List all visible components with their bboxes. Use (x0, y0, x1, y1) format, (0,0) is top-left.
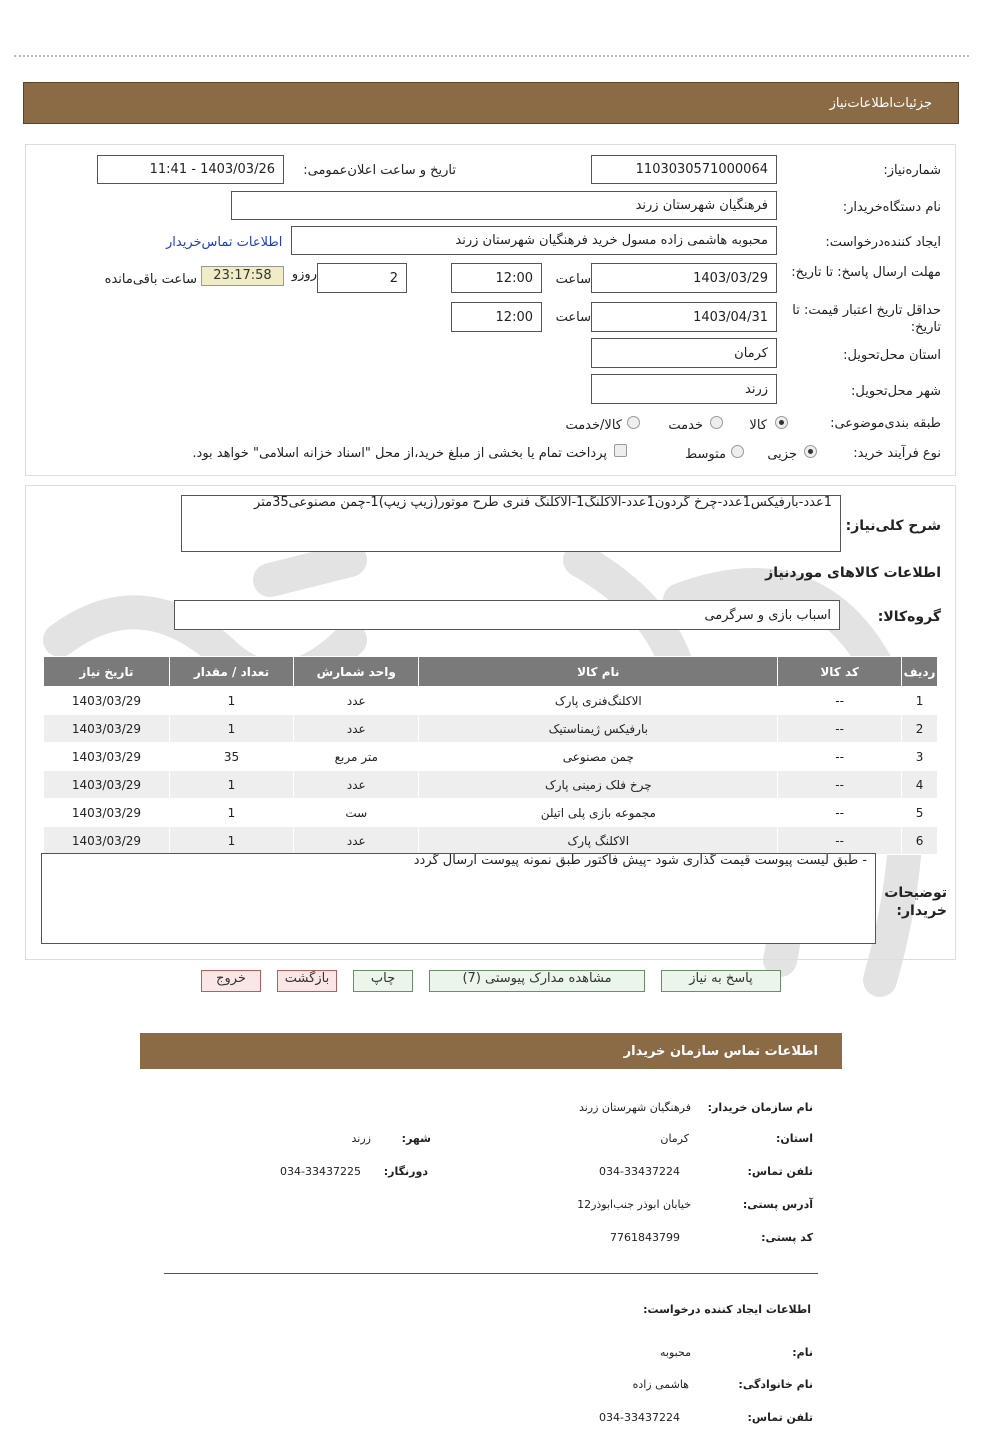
announce-label: تاریخ و ساعت اعلان‌عمومی: (303, 163, 456, 178)
item-code: -- (778, 799, 902, 827)
item-name: چمن مصنوعی (419, 743, 778, 771)
item-code: -- (778, 743, 902, 771)
validity-date-field: 1403/04/31 (591, 302, 777, 332)
item-qty: 1 (169, 799, 293, 827)
item-date: 1403/03/29 (44, 827, 170, 855)
contact-province-label: استان: (776, 1132, 813, 1145)
table-row (44, 743, 938, 771)
contact-header (140, 1033, 842, 1069)
deadline-time-label: ساعت (555, 272, 591, 287)
buyer-notes-text: - طبق لیست پیوست قیمت گذاری شود -پیش فاکتور طبق نمونه پیوست ارسال گردد (41, 853, 876, 944)
days-label: روزو (291, 267, 317, 282)
days-field: 2 (317, 263, 407, 293)
process-minor-label: جزیی (767, 447, 797, 462)
col-row-header: ردیف (902, 657, 938, 687)
goods-group-label: گروه‌کالا: (877, 609, 941, 625)
creator-name-label: نام: (792, 1346, 813, 1359)
item-code: -- (778, 771, 902, 799)
contact-city-label: شهر: (401, 1132, 431, 1145)
goods-table (43, 656, 938, 855)
goods-info-title: اطلاعات کالاهای موردنیاز (765, 565, 941, 581)
table-row (44, 715, 938, 743)
remaining-label: ساعت باقی‌مانده (104, 272, 197, 287)
category-goods-service-radio[interactable] (627, 416, 640, 429)
deadline-label: مهلت ارسال پاسخ: تا تاریخ: (791, 265, 941, 280)
table-row (44, 771, 938, 799)
buyer-org-label: نام دستگاه‌خریدار: (842, 200, 941, 215)
row-number: 1 (902, 687, 938, 715)
category-goods-radio[interactable] (775, 416, 788, 429)
contact-phone-label: تلفن تماس: (747, 1165, 813, 1178)
item-code: -- (778, 715, 902, 743)
goods-group-field: اسباب بازی و سرگرمی (174, 600, 840, 630)
row-number: 3 (902, 743, 938, 771)
item-name: مجموعه بازی پلی اتیلن (419, 799, 778, 827)
creator-info-title: اطلاعات ایجاد کننده درخواست: (643, 1303, 811, 1316)
remaining-timer: 23:17:58 (201, 266, 284, 286)
category-goods-label: کالا (749, 418, 767, 433)
contact-city: زرند (351, 1132, 371, 1145)
category-service-radio[interactable] (710, 416, 723, 429)
item-date: 1403/03/29 (44, 771, 170, 799)
summary-label: شرح کلی‌نیاز: (845, 518, 941, 534)
item-name: الاکلنگ‌فنری پارک (419, 687, 778, 715)
table-row (44, 827, 938, 855)
creator-name: محبوبه (660, 1346, 691, 1359)
item-date: 1403/03/29 (44, 715, 170, 743)
contact-fax: 034-33437225 (280, 1165, 361, 1178)
creator-family: هاشمی زاده (632, 1378, 689, 1391)
contact-phone: 034-33437224 (599, 1165, 680, 1178)
validity-time-field: 12:00 (451, 302, 542, 332)
summary-text: 1عدد-بارفیکس1عدد-چرخ گردون1عدد-الاکلنگ1-الاکلنگ فنری طرح موتور(زیپ زیپ)1-چمن مصنوعی35متر (181, 495, 841, 552)
row-number: 6 (902, 827, 938, 855)
print-button[interactable]: چاپ (353, 970, 413, 992)
contact-divider (164, 1273, 818, 1274)
col-code-header: کد کالا (778, 657, 902, 687)
validity-label: حداقل تاریخ اعتبار قیمت: تا تاریخ: (792, 303, 941, 335)
item-unit: عدد (294, 771, 419, 799)
buyer-org-field: فرهنگیان شهرستان زرند (231, 191, 777, 220)
item-qty: 35 (169, 743, 293, 771)
announce-field: 1403/03/26 - 11:41 (97, 155, 284, 184)
creator-phone-label: تلفن تماس: (747, 1411, 813, 1424)
treasury-checkbox[interactable] (614, 444, 627, 457)
process-medium-radio[interactable] (731, 445, 744, 458)
back-button[interactable]: بازگشت (277, 970, 337, 992)
process-minor-radio[interactable] (804, 445, 817, 458)
col-qty-header: تعداد / مقدار (169, 657, 293, 687)
city-field: زرند (591, 374, 777, 404)
item-code: -- (778, 827, 902, 855)
page-title: جزئیات‌اطلاعات‌نیاز (829, 96, 932, 111)
contact-org-label: نام سازمان خریدار: (707, 1101, 813, 1114)
exit-button[interactable]: خروج (201, 970, 261, 992)
item-qty: 1 (169, 715, 293, 743)
item-qty: 1 (169, 687, 293, 715)
creator-field: محبوبه هاشمی زاده مسول خرید فرهنگیان شهرستان زرند (291, 226, 777, 255)
row-number: 5 (902, 799, 938, 827)
item-date: 1403/03/29 (44, 799, 170, 827)
creator-family-label: نام خانوادگی: (738, 1378, 813, 1391)
item-unit: عدد (294, 715, 419, 743)
col-name-header: نام کالا (419, 657, 778, 687)
item-date: 1403/03/29 (44, 687, 170, 715)
contact-address-label: آدرس پستی: (742, 1198, 813, 1211)
item-date: 1403/03/29 (44, 743, 170, 771)
need-number-label: شماره‌نیاز: (883, 163, 941, 178)
table-header-row (44, 657, 938, 687)
creator-phone: 034-33437224 (599, 1411, 680, 1424)
top-divider (14, 55, 969, 57)
process-medium-label: متوسط (685, 447, 726, 462)
contact-fax-label: دورنگار: (383, 1165, 428, 1178)
item-qty: 1 (169, 771, 293, 799)
need-number-field: 1103030571000064 (591, 155, 777, 184)
table-row (44, 687, 938, 715)
col-unit-header: واحد شمارش (294, 657, 419, 687)
col-date-header: تاریخ نیاز (44, 657, 170, 687)
payment-note: پرداخت تمام یا بخشی از مبلغ خرید،از محل "اسناد خزانه اسلامی" خواهد بود. (192, 446, 607, 461)
city-label: شهر محل‌تحویل: (851, 384, 941, 399)
item-unit: عدد (294, 827, 419, 855)
province-field: کرمان (591, 338, 777, 368)
item-name: بارفیکس ژیمناستیک (419, 715, 778, 743)
province-label: استان محل‌تحویل: (843, 348, 941, 363)
validity-time-label: ساعت (555, 310, 591, 325)
category-label: طبقه بندی‌موضوعی: (830, 416, 941, 431)
category-goods-service-label: کالا/خدمت (565, 418, 622, 433)
contact-title: اطلاعات تماس سازمان خریدار (623, 1044, 818, 1059)
contact-address: خیابان ابوذر جنب‌ابوذر12 (577, 1198, 691, 1211)
contact-postal: 7761843799 (610, 1231, 680, 1244)
item-unit: عدد (294, 687, 419, 715)
deadline-time-field: 12:00 (451, 263, 542, 293)
item-name: چرخ فلک زمینی پارک (419, 771, 778, 799)
item-name: الاکلنگ پارک (419, 827, 778, 855)
attachments-button[interactable]: مشاهده مدارک پیوستی (7) (429, 970, 645, 992)
item-qty: 1 (169, 827, 293, 855)
contact-postal-label: کد پستی: (761, 1231, 813, 1244)
row-number: 4 (902, 771, 938, 799)
deadline-date-field: 1403/03/29 (591, 263, 777, 293)
row-number: 2 (902, 715, 938, 743)
process-label: نوع فرآیند خرید: (853, 446, 941, 461)
item-unit: ست (294, 799, 419, 827)
contact-org: فرهنگیان شهرستان زرند (578, 1101, 691, 1114)
page-header (23, 82, 959, 124)
buyer-notes-label: توضیحات خریدار: (884, 885, 947, 919)
item-code: -- (778, 687, 902, 715)
contact-province: کرمان (660, 1132, 689, 1145)
buyer-contact-link[interactable]: اطلاعات تماس‌خریدار (166, 235, 283, 250)
item-unit: متر مربع (294, 743, 419, 771)
creator-label: ایجاد کننده‌درخواست: (825, 235, 941, 250)
category-service-label: خدمت (668, 418, 703, 433)
table-row (44, 799, 938, 827)
reply-button[interactable]: پاسخ به نیاز (661, 970, 781, 992)
